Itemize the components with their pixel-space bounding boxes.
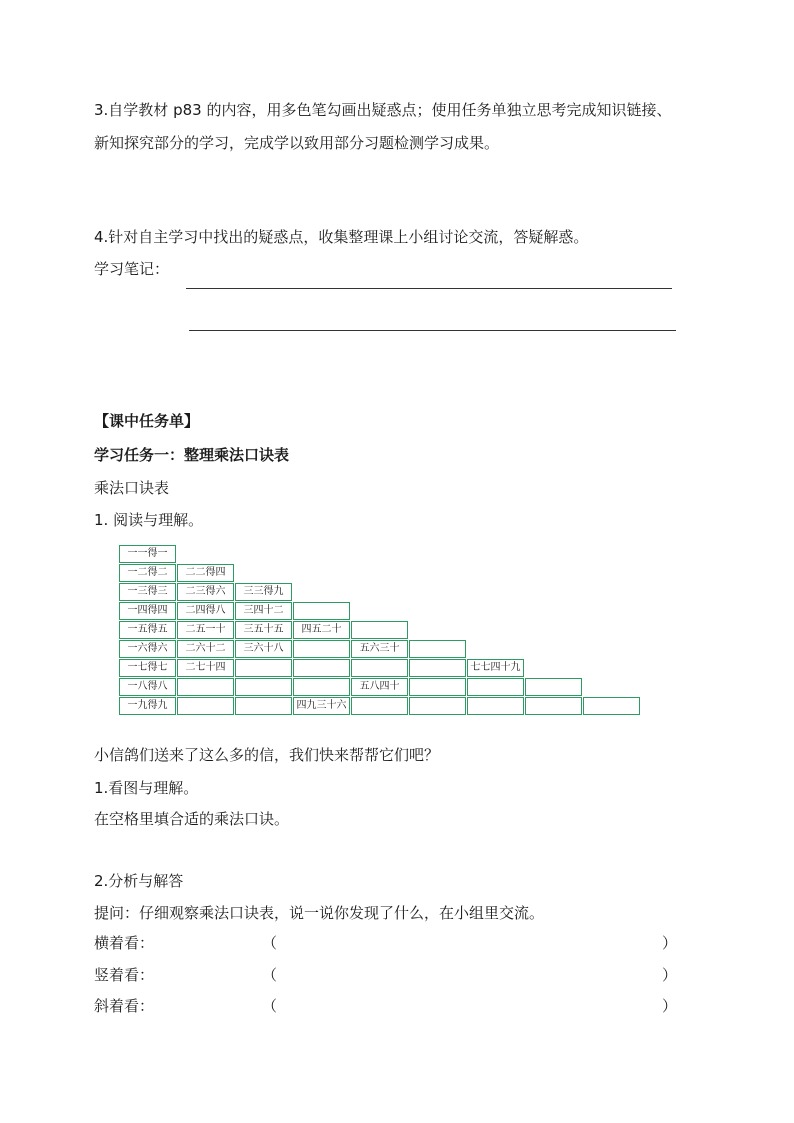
answer-open-paren: （ <box>262 966 278 984</box>
table-cell <box>351 621 408 639</box>
table-cell <box>293 602 350 620</box>
table-cell: 二六十二 <box>177 640 234 658</box>
answer-row-vertical <box>94 965 678 985</box>
table-cell <box>235 659 292 677</box>
table-cell: 四五二十 <box>293 621 350 639</box>
answer-close-paren: ） <box>662 934 678 952</box>
answer-row-horizontal <box>94 933 678 953</box>
table-cell: 三五十五 <box>235 621 292 639</box>
read-label: 1. 阅读与理解。 <box>94 511 204 529</box>
table-cell: 五六三十 <box>351 640 408 658</box>
table-cell <box>409 697 466 715</box>
table-cell: 三三得九 <box>235 583 292 601</box>
table-cell <box>177 697 234 715</box>
notes-line-1 <box>186 288 672 289</box>
table-cell: 二五一十 <box>177 621 234 639</box>
table-cell: 五八四十 <box>351 678 408 696</box>
table-title: 乘法口诀表 <box>94 479 170 497</box>
table-cell <box>235 697 292 715</box>
answer-close-paren: ） <box>662 966 678 984</box>
table-cell <box>525 678 582 696</box>
table-cell <box>235 678 292 696</box>
table-cell: 二二得四 <box>177 564 234 582</box>
table-cell <box>293 678 350 696</box>
table-cell <box>525 697 582 715</box>
answer-label: 竖着看： <box>94 966 155 984</box>
table-cell: 一九得九 <box>119 697 176 715</box>
fill-instruction: 在空格里填合适的乘法口诀。 <box>94 810 290 828</box>
table-cell <box>583 697 640 715</box>
table-cell: 一四得四 <box>119 602 176 620</box>
table-cell: 三六十八 <box>235 640 292 658</box>
intro-text: 小信鸽们送来了这么多的信，我们快来帮帮它们吧？ <box>94 746 440 764</box>
notes-line-2 <box>189 330 676 331</box>
item-4: 4.针对自主学习中找出的疑惑点，收集整理课上小组讨论交流，答疑解惑。 <box>94 228 589 246</box>
table-cell: 一五得五 <box>119 621 176 639</box>
table-cell <box>467 678 524 696</box>
table-cell: 一七得七 <box>119 659 176 677</box>
table-cell: 一八得八 <box>119 678 176 696</box>
table-cell <box>409 640 466 658</box>
table-cell: 三四十二 <box>235 602 292 620</box>
table-cell <box>293 640 350 658</box>
table-cell: 一六得六 <box>119 640 176 658</box>
table-cell: 一一得一 <box>119 545 176 563</box>
table-cell <box>467 697 524 715</box>
table-cell: 一二得二 <box>119 564 176 582</box>
table-cell <box>409 678 466 696</box>
answer-row-diagonal <box>94 996 678 1016</box>
answer-open-paren: （ <box>262 934 278 952</box>
answer-close-paren: ） <box>662 997 678 1015</box>
look-label: 1.看图与理解。 <box>94 779 199 797</box>
task-title: 学习任务一：整理乘法口诀表 <box>94 446 290 464</box>
table-cell: 七七四十九 <box>467 659 524 677</box>
analysis-label: 2.分析与解答 <box>94 872 184 890</box>
table-cell <box>409 659 466 677</box>
answer-label: 斜着看： <box>94 997 155 1015</box>
table-cell: 四九三十六 <box>293 697 350 715</box>
table-cell: 一三得三 <box>119 583 176 601</box>
table-cell: 二三得六 <box>177 583 234 601</box>
section-header: 【课中任务单】 <box>94 412 200 430</box>
notes-label: 学习笔记： <box>94 260 170 278</box>
item-3-line-1: 3.自学教材 p83 的内容，用多色笔勾画出疑惑点；使用任务单独立思考完成知识链接、 <box>94 101 672 119</box>
table-cell <box>293 659 350 677</box>
table-cell: 二七十四 <box>177 659 234 677</box>
answer-label: 横着看： <box>94 934 155 952</box>
table-cell <box>351 659 408 677</box>
table-cell: 二四得八 <box>177 602 234 620</box>
table-cell <box>351 697 408 715</box>
table-cell <box>177 678 234 696</box>
question: 提问：仔细观察乘法口诀表，说一说你发现了什么，在小组里交流。 <box>94 904 545 922</box>
answer-open-paren: （ <box>262 997 278 1015</box>
item-3-line-2: 新知探究部分的学习，完成学以致用部分习题检测学习成果。 <box>94 134 500 152</box>
